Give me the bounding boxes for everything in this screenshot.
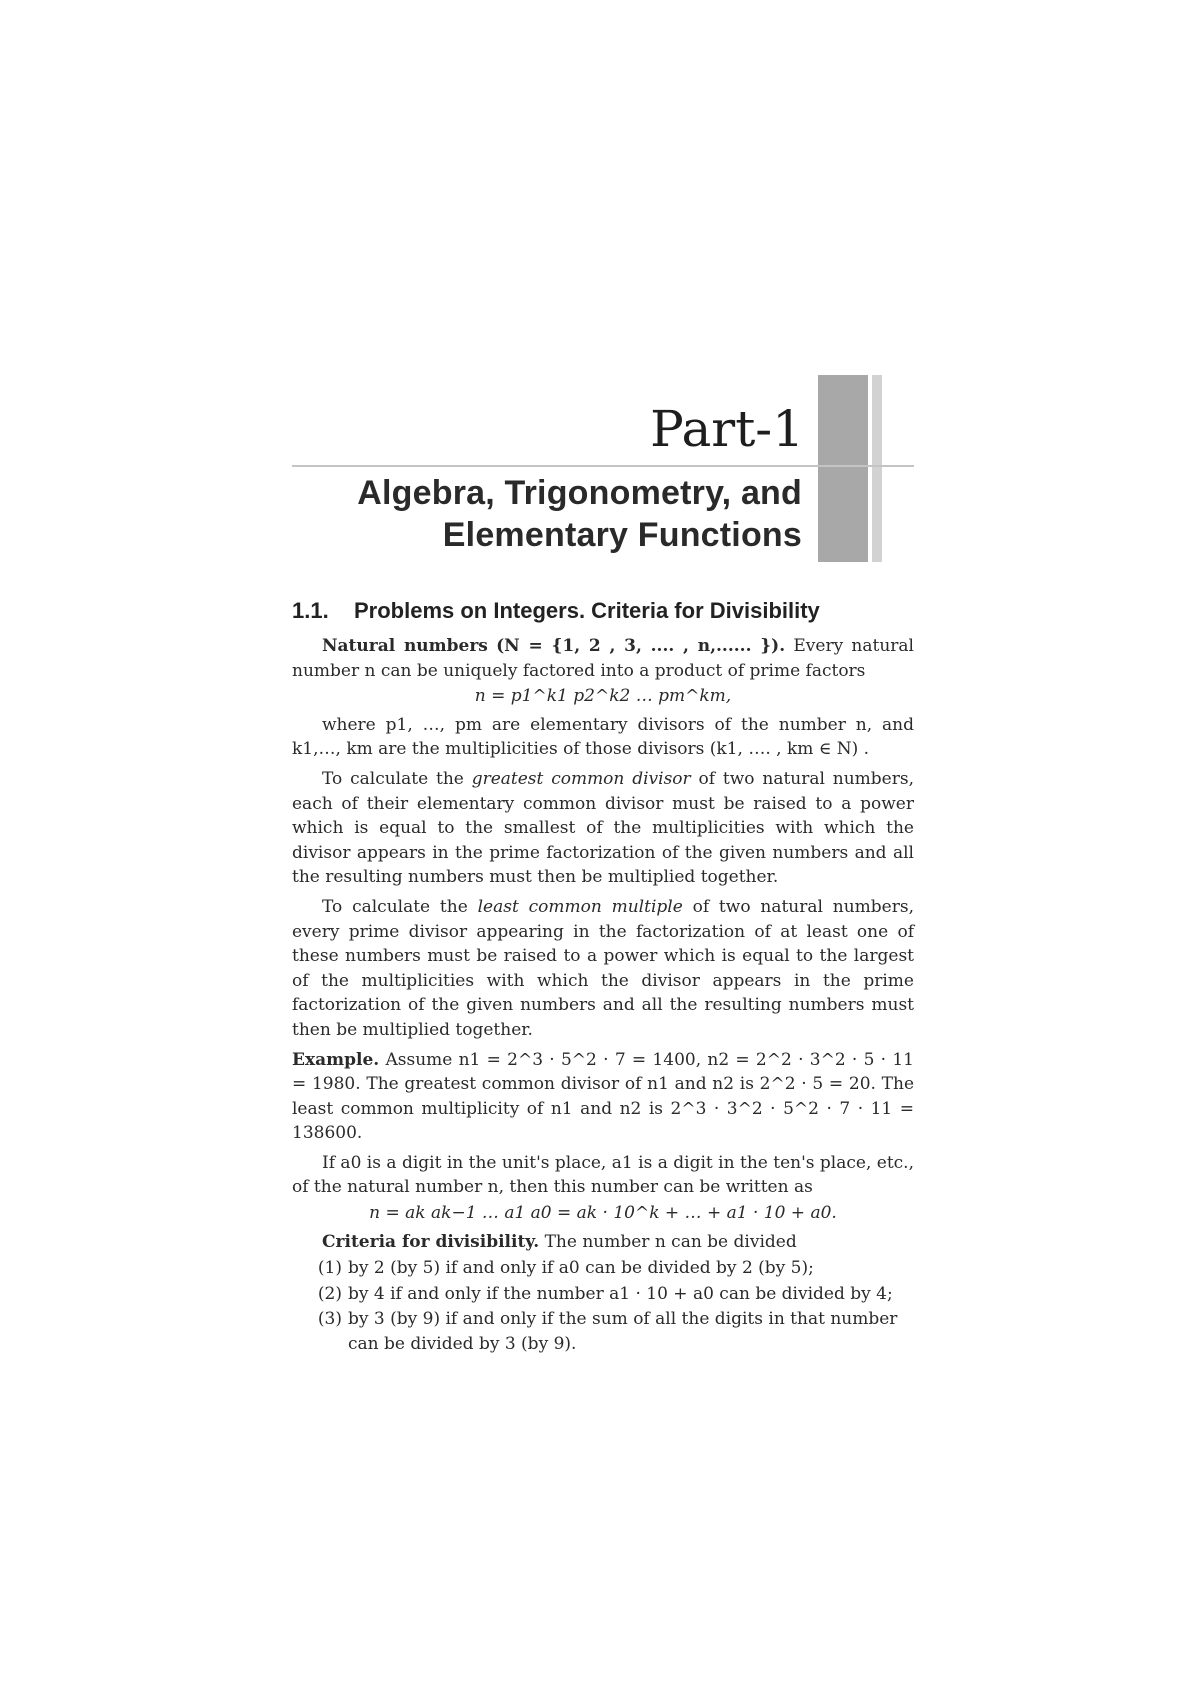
chapter-tab-light-bar [872,375,882,562]
lcm-paragraph [292,895,914,1043]
lcm-rest: of two natural numbers, every prime divisor appearing in the factorization of at least one of these numbers must be raised to a power which is equal to the largest of the multiplicities with which the divisor appears in the prime factorization of the given numbers and all the resulting numbers must then be multiplied together. [292,896,914,1040]
part-subtitle [357,472,802,556]
natural-numbers-text: Every natural number n can be uniquely factored into a product of prime factors [292,636,914,681]
example-paragraph [292,1048,914,1146]
list-item [292,1282,914,1307]
criteria-text: The number n can be divided [539,1231,797,1252]
gcd-lead: To calculate the [322,768,472,789]
digits-paragraph: If a0 is a digit in the unit's place, a1 is a digit in the ten's place, etc., of the natural number n, then this number can be written as [292,1152,914,1198]
section-title: Problems on Integers. Criteria for Divisibility [354,598,820,623]
section-number: 1.1. [292,598,329,623]
list-item-text: by 3 (by 9) if and only if the sum of all the digits in that number can be divided by 3 (by 9). [348,1309,898,1355]
formula-text: n = p1^k1 p2^k2 … pm^km, [474,686,732,707]
list-item-marker: (2) [317,1283,342,1304]
criteria-paragraph [292,1230,914,1255]
list-item-marker: (3) [317,1309,342,1330]
part-subtitle-line-1: Algebra, Trigonometry, and [357,474,802,512]
header-rule [292,465,914,467]
gcd-rest: of two natural numbers, each of their elementary common divisor must be raised to a power which is equal to the smallest of the multiplicities with which the divisor appears in the prime factorization of the given numbers and all the resulting numbers must then be multiplied together. [292,768,914,888]
lcm-lead: To calculate the [322,896,478,917]
gcd-paragraph [292,767,914,890]
list-item-marker: (1) [317,1258,342,1279]
gcd-term: greatest common divisor [471,768,691,789]
natural-numbers-term: Natural numbers [322,636,488,656]
digit-expansion-formula [292,1201,914,1226]
prime-factorization-formula [292,684,914,709]
section-heading [292,596,914,626]
criteria-label: Criteria for divisibility. [322,1231,540,1252]
chapter-tab-dark-bar [818,375,868,562]
lcm-term: least common multiple [477,896,683,917]
natural-numbers-set: (N = {1, 2 , 3, .... , n,...... }). [496,636,786,656]
part-title: Part-1 [650,400,804,458]
list-item [292,1307,914,1356]
list-item [292,1256,914,1281]
example-text: Assume n1 = 2^3 · 5^2 · 7 = 1400, n2 = 2^2 · 3^2 · 5 · 11 = 1980. The greatest common divisor of n1 and n2 is 2^2 · 5 = 20. The least common multiplicity of n1 and n2 is 2^3 · 3^2 · 5^2 · 7 · 11 = 138600. [292,1049,914,1144]
section-content [292,596,914,1358]
list-item-text: by 4 if and only if the number a1 · 10 + a0 can be divided by 4; [348,1283,893,1304]
part-subtitle-line-2: Elementary Functions [442,516,802,554]
digit-formula-text: n = ak ak−1 … a1 a0 = ak · 10^k + … + a1 · 10 + a0. [369,1203,837,1224]
natural-numbers-paragraph [292,634,914,683]
list-item-text: by 2 (by 5) if and only if a0 can be divided by 2 (by 5); [348,1258,814,1279]
criteria-list [292,1256,914,1356]
where-paragraph: where p1, …, pm are elementary divisors of the number n, and k1,…, km are the multiplicities of those divisors (k1, …. , km ∈ N) . [292,714,914,760]
example-label: Example. [292,1049,380,1070]
